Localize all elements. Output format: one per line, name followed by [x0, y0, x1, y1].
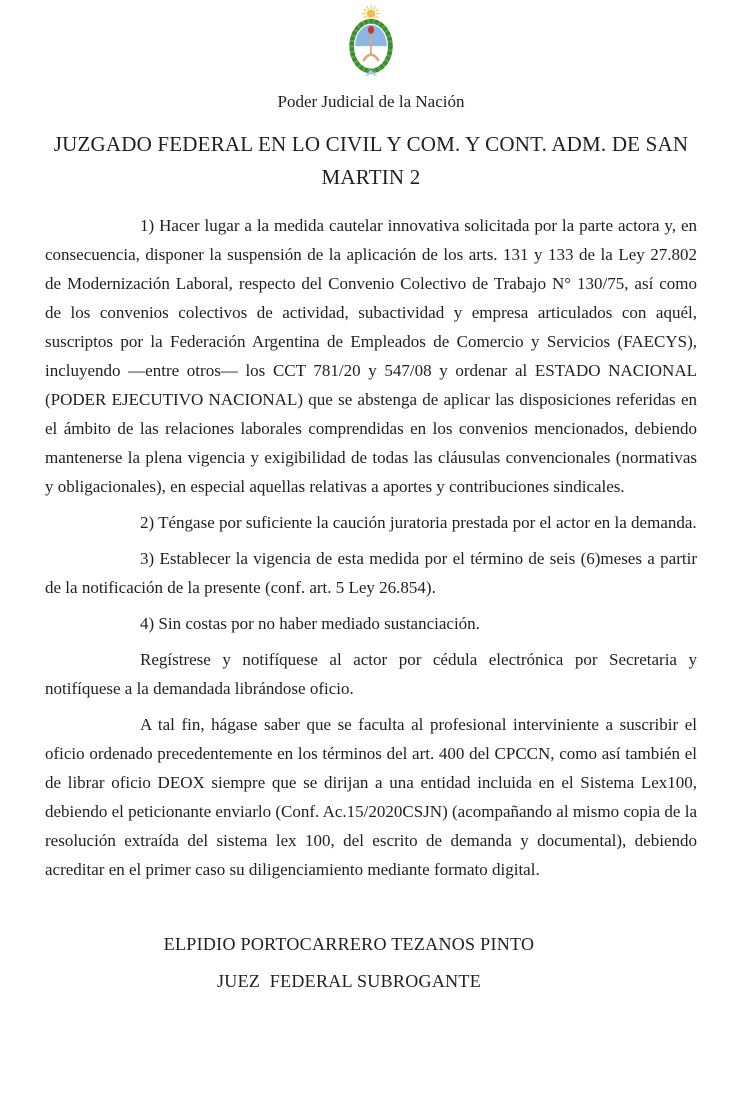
paragraph-resolution-1: 1) Hacer lugar a la medida cautelar innovativa solicitada por la parte actora y, en consecuencia, disponer la suspensión de la aplicación de los arts. 131 y 133 de la Ley 27.802 de Modernización Laboral, respecto del Convenio Colectivo de Trabajo N° 130/75, así como de los convenios colectivos de actividad, subactividad y empresa articulados con aquél, suscriptos por la Federación Argentina de Empleados de Comercio y Servicios (FAECYS), incluyendo —entre otros— los CCT 781/20 y 547/08 y ordenar al ESTADO NACIONAL (PODER EJECUTIVO NACIONAL) que se abstenga de aplicar las disposiciones referidas en el ámbito de las relaciones laborales comprendidas en los convenios mencionados, debiendo mantenerse la plena vigencia y exigibilidad de todas las cláusulas convencionales (normativas y obligacionales), en especial aquellas relativas a aportes y contribuciones sindicales. — [45, 216, 697, 496]
argentina-coat-of-arms-icon — [340, 4, 402, 79]
court-title-line2: MARTIN 2 — [321, 165, 421, 189]
paragraph-resolution-4: 4) Sin costas por no haber mediado sustanciación. — [140, 614, 480, 633]
institution-name: Poder Judicial de la Nación — [277, 92, 465, 111]
document-header — [45, 4, 697, 79]
court-title — [45, 128, 697, 194]
paragraph-resolution-2: 2) Téngase por suficiente la caución juratoria prestada por el actor en la demanda. — [140, 513, 697, 532]
paragraph-authorization: A tal fin, hágase saber que se faculta al profesional interviniente a suscribir el oficio ordenado precedentemente en los términos del art. 400 del CPCCN, como así también el de librar oficio DEOX siempre que se dirijan a una entidad incluida en el Sistema Lex100, debiendo el peticionante enviarlo (Conf. Ac.15/2020CSJN) (acompañando al mismo copia de la resolución extraída del sistema lex 100, del escrito de demanda y documental), debiendo acreditar en el primer caso su diligenciamiento mediante formato digital. — [45, 715, 697, 879]
phrygian-cap — [368, 26, 374, 34]
sun — [367, 9, 376, 18]
signature-block — [23, 926, 675, 1000]
judge-title: JUEZ FEDERAL SUBROGANTE — [216, 971, 482, 991]
court-title-line1: JUZGADO FEDERAL EN LO CIVIL Y COM. Y CONT. ADM. DE SAN — [53, 132, 689, 156]
paragraph-resolution-3: 3) Establecer la vigencia de esta medida por el término de seis (6)meses a partir de la notificación de la presente (conf. art. 5 Ley 26.854). — [45, 549, 697, 597]
resolution-body — [45, 211, 697, 884]
judge-name: ELPIDIO PORTOCARRERO TEZANOS PINTO — [163, 934, 535, 954]
paragraph-notification: Regístrese y notifíquese al actor por cédula electrónica por Secretaria y notifíquese a la demandada librándose oficio. — [45, 650, 697, 698]
